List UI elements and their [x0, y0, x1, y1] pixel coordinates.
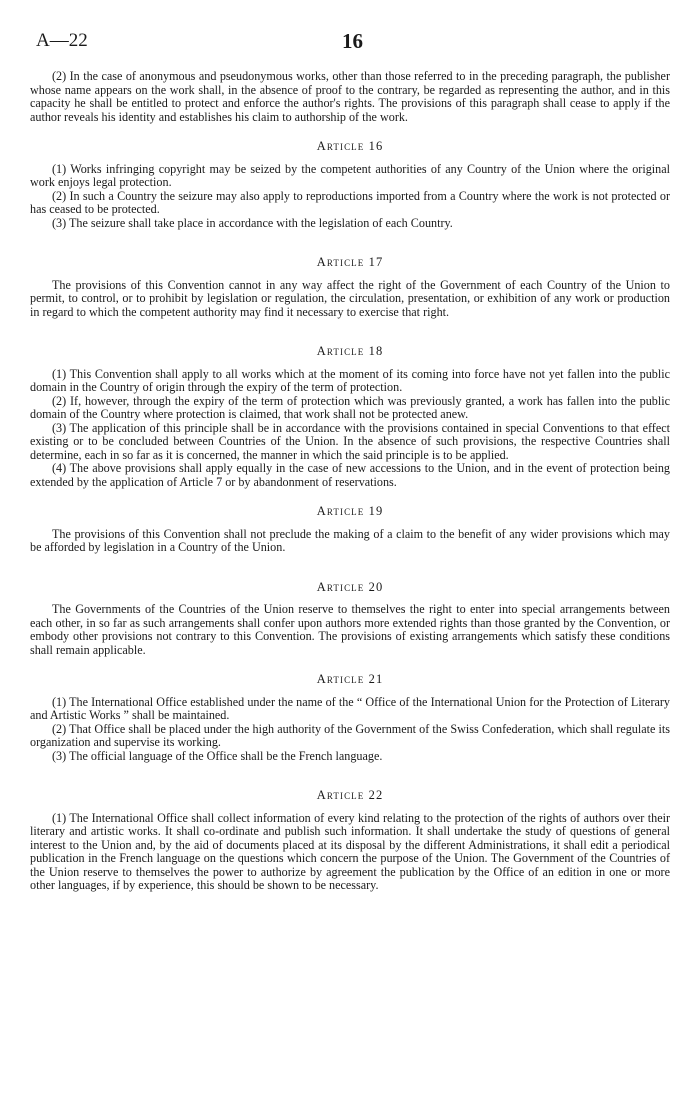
paragraph: (1) Works infringing copyright may be seized by the competent authorities of any Country of the Union where the original work enjoys legal protection.: [30, 161, 670, 189]
paragraph: (3) The seizure shall take place in accordance with the legislation of each Country.: [52, 215, 453, 230]
article-19-heading: Article 19: [316, 504, 384, 518]
article-20-heading: Article 20: [316, 579, 384, 594]
page-header: [36, 30, 664, 54]
page-number: 16: [342, 29, 363, 53]
paragraph: (3) The official language of the Office shall be the French language.: [52, 748, 383, 763]
paragraph: (2) In such a Country the seizure may also apply to reproductions imported from a Country where the work is not protected or has ceased to be protected.: [30, 188, 670, 216]
article-16-heading: Article 16: [316, 139, 384, 153]
paragraph: (4) The above provisions shall apply equally in the case of new accessions to the Union, and in the event of protection being extended by the application of Article 7 or by abandonment of reservations.: [30, 461, 670, 489]
article-17-heading: Article 17: [316, 255, 384, 269]
article-18-heading: Article 18: [316, 344, 384, 358]
paragraph: (1) The International Office shall collect information of every kind relating to the protection of the rights of authors over their literary and artistic works. It shall co-ordinate and publish such information. It shall undertake the study of questions of general interest to the Union and, by the aid of documents placed at its disposal by the different Administrations, it shall edit a periodical publication in the French language on the questions which concern the purpose of the Union. The Government of the Countries of the Union reserve to themselves the power to authorize by agreement the publication by the Office of an edition in one or more other languages, if by experience, this should be shown to be necessary.: [30, 810, 670, 892]
paragraph: (1) The International Office established under the name of the “ Office of the International Union for the Protection of Literary and Artistic Works ” shall be maintained.: [30, 694, 670, 722]
article-21-heading: Article 21: [316, 672, 384, 686]
paragraph: The provisions of this Convention cannot in any way affect the right of the Government of each Country of the Union to permit, to control, or to prohibit by legislation or regulation, the circulation, presentation, or exhibition of any work or production in regard to which the competent authority may find it necessary to exercise that right.: [30, 277, 670, 319]
document-body: [30, 70, 670, 893]
paragraph: The Governments of the Countries of the Union reserve to themselves the right to enter into special arrangements between each other, in so far as such arrangements shall confer upon authors more extended rights than those granted by the Convention, or embody other provisions not contrary to this Convention. The provisions of existing arrangements which satisfy these conditions shall remain applicable.: [30, 602, 670, 657]
paragraph: (3) The application of this principle shall be in accordance with the provisions contained in special Conventions to that effect existing or to be concluded between Countries of the Union. In the absence of such provisions, the respective Countries shall determine, each in so far as it is concerned, the manner in which the said principle is to be applied.: [30, 420, 670, 462]
paragraph: (2) That Office shall be placed under the high authority of the Government of the Swiss Confederation, which shall regulate its organization and supervise its working.: [30, 721, 670, 749]
paragraph: (2) In the case of anonymous and pseudonymous works, other than those referred to in the preceding paragraph, the publisher whose name appears on the work shall, in the absence of proof to the contrary, be regarded as representing the author, and in this capacity he shall be entitled to protect and enforce the author's rights. The provisions of this paragraph shall cease to apply if the author reveals his identity and establishes his claim to authorship of the work.: [30, 69, 670, 124]
paragraph: (1) This Convention shall apply to all works which at the moment of its coming into force have not yet fallen into the public domain in the Country of origin through the expiry of the term of protection.: [30, 366, 670, 394]
document-reference: A—22: [36, 30, 88, 51]
article-22-heading: Article 22: [316, 788, 384, 802]
paragraph: (2) If, however, through the expiry of the term of protection which was previously granted, a work has fallen into the public domain of the Country where protection is claimed, that work shall not be protected anew.: [30, 393, 670, 421]
paragraph: The provisions of this Convention shall not preclude the making of a claim to the benefit of any wider provisions which may be afforded by legislation in a Country of the Union.: [30, 526, 670, 554]
